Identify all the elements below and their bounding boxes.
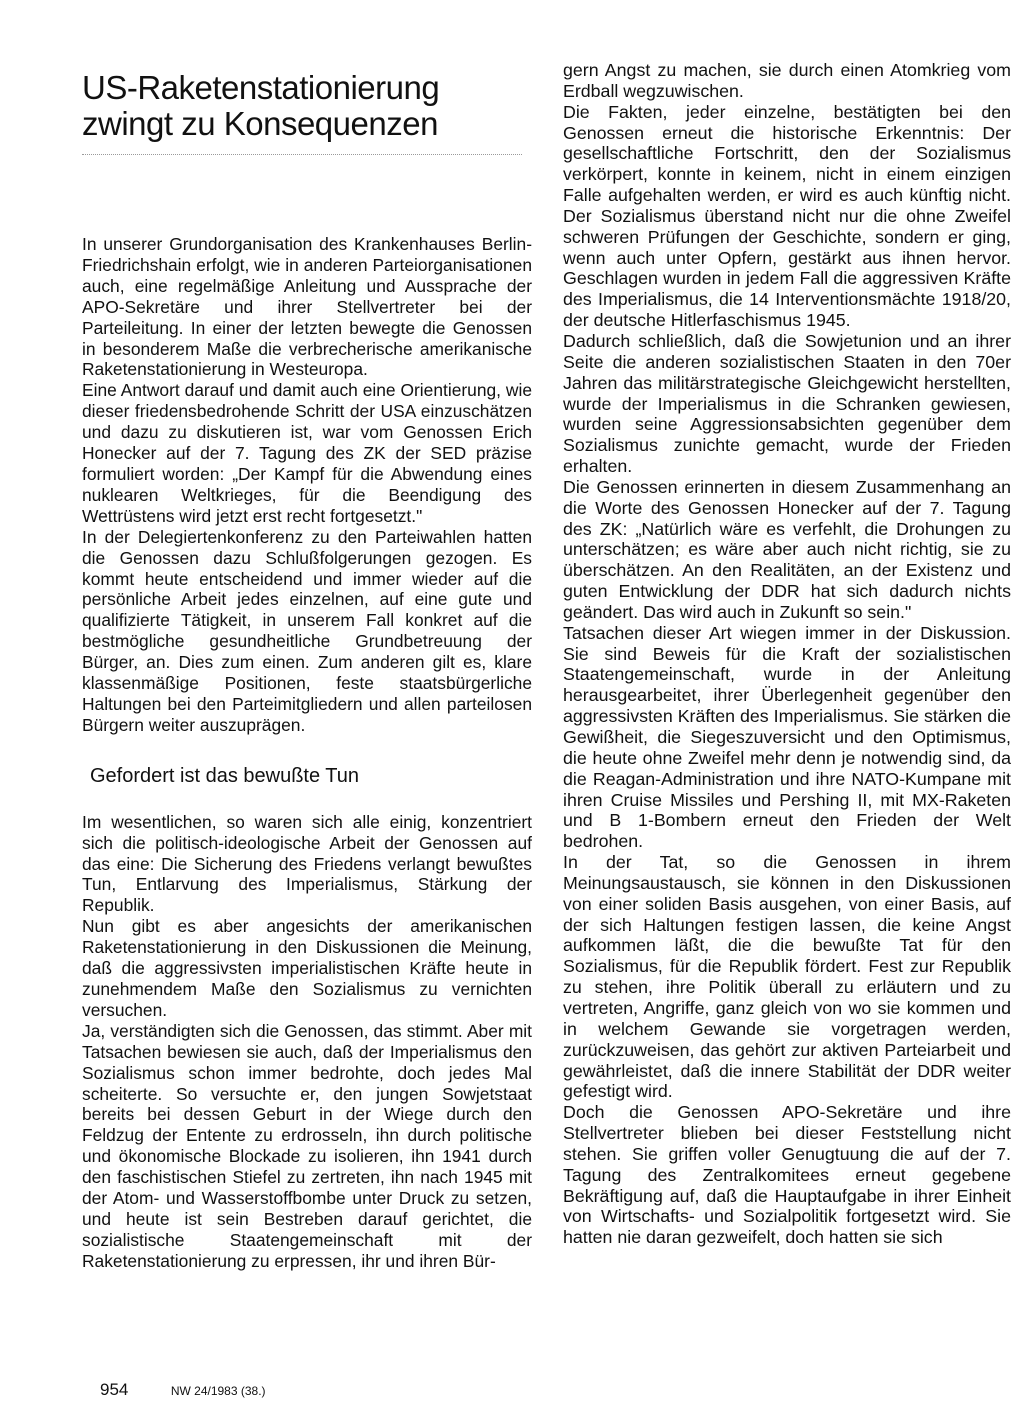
intro-section [82,234,532,736]
article-title [82,70,532,142]
issue-reference: NW 24/1983 (38.) [170,1384,266,1398]
left-column [82,60,532,1272]
paragraph: Doch die Genossen APO-Sekretäre und ihre Stellvertreter blieben bei dieser Feststellung nicht stehen. Sie griffen voller Genugtuung die auf der 7. Tagung des Zentralkomitees erneut gegebene Bekräftigung auf, daß die Hauptaufgabe in ihrer Einheit von Wirtschafts- und Sozialpolitik fortgesetzt wird. Sie hatten nie daran gezweifelt, doch hatten sie sich [563,1102,1011,1248]
section-heading: Gefordert ist das bewußte Tun [90,764,360,787]
paragraph: Dadurch schließlich, daß die Sowjetunion und an ihrer Seite die anderen sozialistischen Staaten in den 70er Jahren das militärstrategische Gleichgewicht herstellten, wurde der Imperialismus in die Schranken gewiesen, wurden seine Aggressionsabsichten gegenüber dem Sozialismus zunichte gemacht, wurde der Frieden erhalten. [563,330,1011,477]
title-line-1: US-Raketenstationierung [82,69,440,106]
page-footer [100,1380,266,1400]
paragraph: Ja, verständigten sich die Genossen, das stimmt. Aber mit Tatsachen bewiesen sie auch, daß der Imperialismus den Sozialismus schon immer bedrohte, doch jedes Mal scheiterte. So versuchte er, den jungen Sowjetstaat bereits bei dessen Geburt in der Wiege durch den Feldzug der Entente zu erdrosseln, ihn durch politische und ökonomische Blockade zu isolieren, ihn 1941 durch den faschistischen Stiefel zu zertreten, ihn nach 1945 mit der Atom- und Wasserstoffbombe unter Druck zu setzen, und heute ist sein Bestreben darauf gerichtet, die sozialistische Staatengemeinschaft mit der Raketenstationierung zu erpressen, ihr und ihren Bür- [82,1020,532,1271]
paragraph: Nun gibt es aber angesichts der amerikanischen Raketenstationierung in den Diskussionen die Meinung, daß die aggressivsten imperialistischen Kräfte heute in zunehmendem Maße den Sozialismus zu vernichten versuchen. [82,916,532,1020]
paragraph: Eine Antwort darauf und damit auch eine Orientierung, wie dieser friedensbedrohende Schritt der USA einzuschätzen und dazu zu diskutieren ist, war vom Genossen Erich Honecker auf der 7. Tagung des ZK der SED präzise formuliert worden: „Der Kampf für die Abwendung eines nuklearen Weltkrieges, für die Beendigung des Wettrüstens wird jetzt erst recht fortgesetzt." [82,380,532,526]
paragraph: Tatsachen dieser Art wiegen immer in der Diskussion. Sie sind Beweis für die Kraft der sozialistischen Staatengemeinschaft, wurde in der Anleitung herausgearbeitet, ihrer Überlegenheit gegenüber den aggressivsten Kräften des Imperialismus. Sie stärken die Gewißheit, die Siegeszuversicht und den Optimismus, die heute ohne Zweifel mehr denn je notwendig sind, da die Reagan-Administration und ihre NATO-Kumpane mit ihren Cruise Missiles und Pershing II, mit MX-Raketen und B 1-Bombern erneut den Frieden der Welt bedrohen. [563,622,1011,852]
paragraph: In unserer Grundorganisation des Krankenhauses Berlin-Friedrichshain erfolgt, wie in anderen Parteiorganisationen auch, eine regelmäßige Anleitung und Aussprache der APO-Sekretäre und ihrer Stellvertreter bei der Parteileitung. In einer der letzten bewegte die Genossen in besonderem Maße die verbrecherische amerikanische Raketenstationierung in Westeuropa. [82,234,532,380]
paragraph: In der Tat, so die Genossen in ihrem Meinungsaustausch, sie können in den Diskussionen von einer soliden Basis ausgehen, von einer Basis, auf der sich Haltungen festigen lassen, die keine Angst aufkommen läßt, die die bewußte Tat für den Sozialismus, für die Republik fördert. Fest zur Republik zu stehen, ihre Politik überall zu erläutern und zu vertreten, Angriffe, ganz gleich von wo sie kommen und in welchem Gewande sie vorgetragen werden, zurückzuweisen, das gehört zur aktiven Parteiarbeit und gewährleistet, daß die innere Stabilität der DDR weiter gefestigt wird. [563,852,1011,1102]
page-number: 954 [100,1380,129,1399]
paragraph: Die Fakten, jeder einzelne, bestätigten bei den Genossen erneut die historische Erkenntnis: Der gesellschaftliche Fortschritt, den der Sozialismus verkörpert, konnte in keinem, nicht in einem einzigen Falle aufgehalten werden, er wird es auch künftig nicht. Der Sozialismus überstand nicht nur die ohne Zweifel schweren Prüfungen der Geschichte, sondern er ging, wenn auch unter Opfern, gestärkt aus ihnen hervor. Geschlagen wurden in jedem Fall die aggressiven Kräfte des Imperialismus, die 14 Interventionsmächte 1918/20, der deutsche Hitlerfaschismus 1945. [563,101,1011,331]
paragraph: gern Angst zu machen, sie durch einen Atomkrieg vom Erdball wegzuwischen. [563,60,1011,101]
title-divider [82,154,522,156]
right-column-body [563,60,1011,1248]
title-line-2: zwingt zu Konsequenzen [82,105,438,142]
paragraph: Im wesentlichen, so waren sich alle einig, konzentriert sich die politisch-ideologische Arbeit der Genossen auf das eine: Die Sicherung des Friedens verlangt bewußtes Tun, Entlarvung des Imperialismus, Stärkung der Republik. [82,811,532,916]
right-column [563,60,1011,1248]
section-body [82,812,532,1272]
paragraph: In der Delegiertenkonferenz zu den Parteiwahlen hatten die Genossen dazu Schlußfolgerungen gezogen. Es kommt heute entscheidend und immer wieder auf die persönliche Arbeit jedes einzelnen, auf eine gute und qualifizierte Tätigkeit, in unserem Fall konkret auf die bestmögliche gesundheitliche Grundbetreuung der Bürger, an. Dies zum einen. Zum anderen gilt es, klare klassenmäßige Positionen, feste staatsbürgerliche Haltungen bei den Parteimitgliedern und allen parteilosen Bürgern weiter auszuprägen. [82,526,532,735]
paragraph: Die Genossen erinnerten in diesem Zusammenhang an die Worte des Genossen Honecker auf der 7. Tagung des ZK: „Natürlich wäre es verfehlt, die Drohungen zu unterschätzen; es wäre aber auch nicht richtig, sie zu überschätzen. An den Realitäten, an der Existenz und guten Entwicklung der DDR hat sich dadurch nichts geändert. Das wird auch in Zukunft so sein." [563,476,1011,622]
